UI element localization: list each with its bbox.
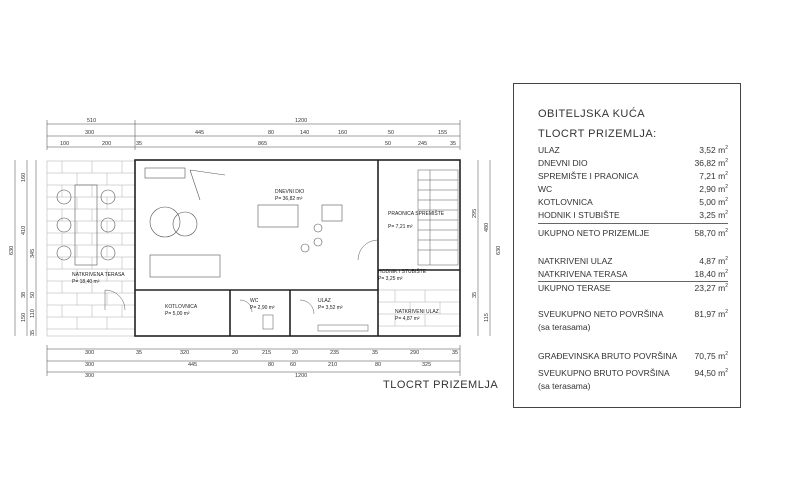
legend-label: (sa terasama) [538,381,591,391]
legend-divider [538,281,728,282]
dim-text: 35 [30,329,36,336]
legend-value: 2,90 $m^2$ [699,184,728,194]
legend-label: SVEUKUPNO BRUTO POVRŠINA [538,368,670,378]
dim-text: 410 [21,225,27,235]
legend-label: KOTLOVNICA [538,197,593,207]
room-area: P= 5,00 m² [165,311,190,317]
dim-text: 630 [9,245,15,255]
room-name: WC [250,298,259,304]
dim-text: 35 [472,291,478,298]
legend-value: 5,00 $m^2$ [699,197,728,207]
dims-bottom [85,350,458,379]
legend-label: UKUPNO NETO PRIZEMLJE [538,228,650,238]
legend-value: 3,52 $m^2$ [699,145,728,155]
dim-text: 110 [30,309,36,318]
linework [15,120,490,376]
dim-text: 160 [21,172,27,182]
legend-row [538,269,728,280]
dim-text: 80 [375,362,382,368]
dim-text: 160 [338,130,348,136]
stairs [418,170,458,265]
legend-label: NATKRIVENI ULAZ [538,256,613,266]
dim-text: 245 [418,141,428,147]
legend-divider [538,223,728,224]
legend-value: 18,40 $m^2$ [694,269,728,279]
legend-note [538,322,728,333]
room-name: PRAONICA SPREMIŠTE [388,211,445,217]
legend-row [538,145,728,156]
legend-value: 23,27 $m^2$ [694,283,728,293]
room-area: P= 3,25 m² [378,276,403,282]
legend-label: SPREMIŠTE I PRAONICA [538,171,639,181]
dim-text: 300 [85,362,95,368]
dim-text: 80 [268,130,275,136]
legend-row [538,171,728,182]
dim-text: 140 [300,130,310,136]
legend-label: HODNIK I STUBIŠTE [538,210,620,220]
dim-text: 325 [422,362,432,368]
legend-total-row [538,228,728,239]
legend-value: 70,75 $m^2$ [694,351,728,361]
dim-text: 50 [385,141,392,147]
legend-value: 7,21 $m^2$ [699,171,728,181]
dim-text: 235 [330,350,340,356]
legend-label: NATKRIVENA TERASA [538,269,628,279]
legend-value: 81,97 $m^2$ [694,309,728,319]
legend-total-row [538,283,728,294]
legend-label: WC [538,184,553,194]
room-name: HODNIK I STUBIŠTE [378,269,427,275]
dim-text: 630 [496,245,502,255]
legend-row [538,158,728,169]
room-area: P= 2,90 m² [250,305,275,311]
dims-top [60,118,456,147]
dim-text: 1200 [295,373,308,379]
plan-caption: TLOCRT PRIZEMLJA [383,379,499,391]
dim-text: 1200 [295,118,308,124]
legend-label: UKUPNO TERASE [538,283,611,293]
room-name: NATKRIVENI ULAZ [395,309,439,315]
legend-row [538,368,728,379]
legend-label: SVEUKUPNO NETO POVRŠINA [538,309,664,319]
dim-text: 35 [136,141,143,147]
dims-left [9,173,36,336]
living-furniture [145,168,342,277]
dim-text: 295 [472,208,478,218]
room-name: NATKRIVENA TERASA [72,272,125,278]
room-area: P= 4,87 m² [395,316,420,322]
room-name: KOTLOVNICA [165,304,198,310]
legend-label: (sa terasama) [538,322,591,332]
dim-text: 20 [292,350,299,356]
dim-text: 38 [21,291,27,298]
legend-row [538,197,728,208]
legend-row [538,210,728,221]
door-swings [105,240,378,331]
dims-right [472,209,502,322]
room-area: P= 36,82 m² [275,196,303,202]
dim-text: 480 [484,222,490,232]
dim-text: 35 [136,350,143,356]
dim-text: 35 [450,141,457,147]
dim-text: 865 [258,141,268,147]
dim-text: 35 [452,350,459,356]
room-area: P= 3,52 m² [318,305,343,311]
legend-value: 58,70 $m^2$ [694,228,728,238]
legend-value: 4,87 $m^2$ [699,256,728,266]
dim-text: 510 [87,118,97,124]
dim-text: 200 [102,141,112,147]
legend-value: 3,25 $m^2$ [699,210,728,220]
legend-title: OBITELJSKA KUĆA [538,108,646,120]
dim-text: 445 [195,130,205,136]
room-area: P= 18,40 m² [72,279,100,285]
dim-text: 300 [85,130,95,136]
legend-label: DNEVNI DIO [538,158,588,168]
dim-text: 150 [21,312,27,322]
legend-note [538,381,728,392]
dim-text: 60 [290,362,297,368]
area-legend [513,83,741,408]
dim-text: 290 [410,350,420,356]
legend-label: GRAĐEVINSKA BRUTO POVRŠINA [538,351,678,361]
dim-text: 215 [262,350,272,356]
dimension-lines [15,120,490,376]
dim-text: 80 [268,362,275,368]
dim-text: 50 [30,291,36,298]
room-name: ULAZ [318,298,331,304]
room-area: P= 7,21 m² [388,224,413,230]
legend-label: ULAZ [538,145,560,155]
dim-text: 115 [484,313,490,322]
dim-text: 300 [85,350,95,356]
legend-subtitle: TLOCRT PRIZEMLJA: [538,128,657,140]
dim-text: 155 [438,130,448,136]
dim-text: 50 [388,130,395,136]
legend-row [538,309,728,320]
legend-value: 94,50 $m^2$ [694,368,728,378]
legend-row [538,256,728,267]
legend-row [538,184,728,195]
dim-text: 445 [188,362,198,368]
legend-value: 36,82 $m^2$ [694,158,728,168]
terrace-paving [47,161,135,336]
dim-text: 320 [180,350,190,356]
dim-text: 20 [232,350,239,356]
dim-text: 210 [328,362,338,368]
legend-row [538,351,728,362]
dim-text: 300 [85,373,95,379]
dim-text: 100 [60,141,70,147]
room-name: DNEVNI DIO [275,189,305,195]
dim-text: 35 [372,350,379,356]
dim-text: 345 [30,248,36,258]
